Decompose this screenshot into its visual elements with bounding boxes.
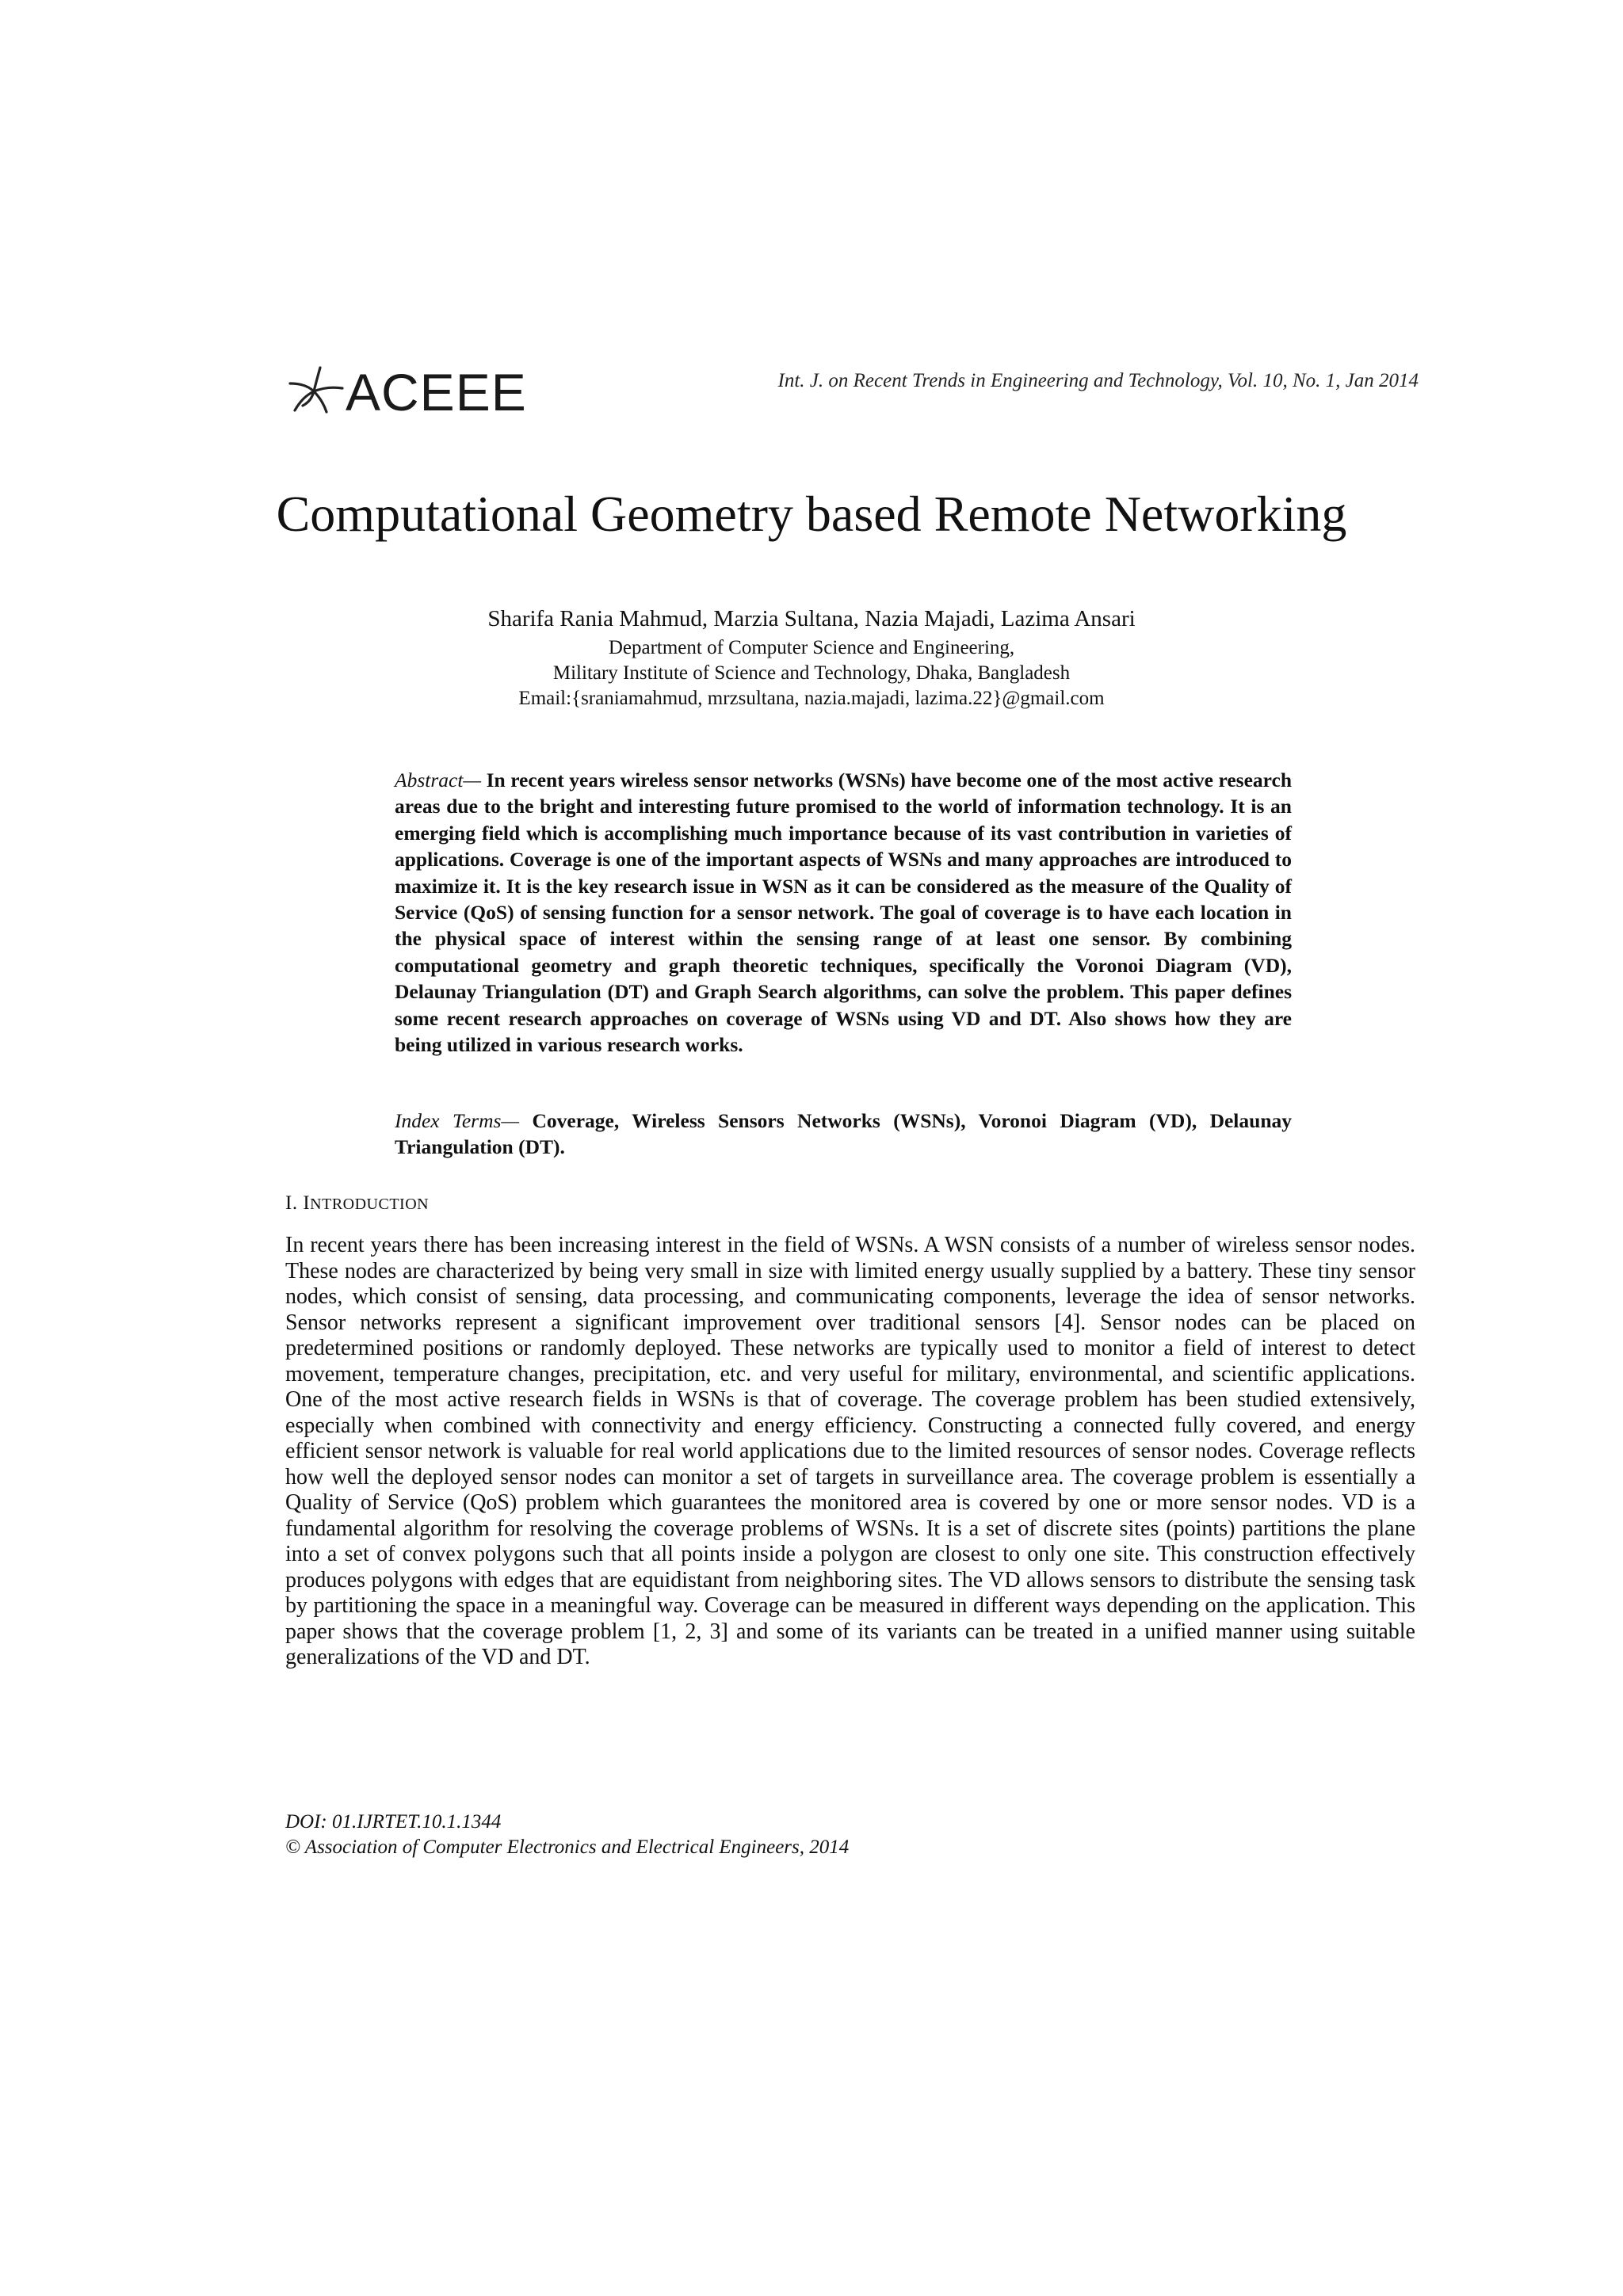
section-heading-introduction: [285, 1192, 429, 1215]
section-rest: NTRODUCTION: [310, 1196, 430, 1213]
doi: DOI: 01.IJRTET.10.1.1344: [285, 1811, 502, 1833]
star-burst-icon: [285, 363, 349, 422]
author-list: Sharifa Rania Mahmud, Marzia Sultana, Nazia Majadi, Lazima Ansari: [487, 606, 1136, 631]
paper-title: Computational Geometry based Remote Networking: [276, 486, 1347, 542]
abstract: [395, 767, 1292, 1058]
affiliation-institute: Military Institute of Science and Technology, Dhaka, Bangladesh: [552, 662, 1071, 684]
affiliation: [0, 635, 1623, 711]
page-header: [285, 360, 1419, 424]
journal-citation: Int. J. on Recent Trends in Engineering and Technology, Vol. 10, No. 1, Jan 2014: [777, 370, 1419, 391]
abstract-label: Abstract—: [395, 769, 482, 791]
index-terms-text: Coverage, Wireless Sensors Networks (WSNs), Voronoi Diagram (VD), Delaunay Triangulation (DT).: [395, 1109, 1292, 1159]
logo-text: ACEEE: [346, 363, 527, 421]
affiliation-department: Department of Computer Science and Engineering,: [608, 637, 1015, 658]
abstract-text: In recent years wireless sensor networks (WSNs) have become one of the most active research areas due to the bright and interesting future promised to the world of information technology. It is an emerging field which is accomplishing much importance because of its vast contribution in varieties of applications. Coverage is one of the important aspects of WSNs and many approaches are introduced to maximize it. It is the key research issue in WSN as it can be considered as the measure of the Quality of Service (QoS) of sensing function for a sensor network. The goal of coverage is to have each location in the physical space of interest within the sensing range of at least one sensor. By combining computational geometry and graph theoretic techniques, specifically the Voronoi Diagram (VD), Delaunay Triangulation (DT) and Graph Search algorithms, can solve the problem. This paper defines some recent research approaches on coverage of WSNs using VD and DT. Also shows how they are being utilized in various research works.: [395, 769, 1292, 1057]
section-number: I.: [285, 1192, 304, 1214]
page-footer: [285, 1810, 849, 1860]
affiliation-email: Email:{sraniamahmud, mrzsultana, nazia.majadi, lazima.22}@gmail.com: [518, 688, 1105, 709]
index-terms: [395, 1108, 1292, 1161]
introduction-paragraph: In recent years there has been increasing interest in the field of WSNs. A WSN consists of a number of wireless sensor nodes. These nodes are characterized by being very small in size with limited energy usually supplied by a battery. These tiny sensor nodes, which consist of sensing, data processing, and communicating components, leverage the idea of sensor networks. Sensor networks represent a significant improvement over traditional sensors [4]. Sensor nodes can be placed on predetermined positions or randomly deployed. These networks are typically used to monitor a field of interest to detect movement, temperature changes, precipitation, etc. and very useful for military, environmental, and scientific applications. One of the most active research fields in WSNs is that of coverage. The coverage problem has been studied extensively, especially when combined with connectivity and energy efficiency. Constructing a connected fully covered, and energy efficient sensor network is valuable for real world applications due to the limited resources of sensor nodes. Coverage reflects how well the deployed sensor nodes can monitor a set of targets in surveillance area. The coverage problem is essentially a Quality of Service (QoS) problem which guarantees the monitored area is covered by one or more sensor nodes. VD is a fundamental algorithm for resolving the coverage problems of WSNs. It is a set of discrete sites (points) partitions the plane into a set of convex polygons such that all points inside a polygon are closest to only one site. This construction effectively produces polygons with edges that are equidistant from neighboring sites. The VD allows sensors to distribute the sensing task by partitioning the space in a meaningful way. Coverage can be measured in different ways depending on the application. This paper shows that the coverage problem [1, 2, 3] and some of its variants can be treated in a unified manner using suitable generalizations of the VD and DT.: [285, 1233, 1415, 1669]
aceee-logo: [285, 360, 527, 424]
index-terms-label: Index Terms—: [395, 1109, 520, 1132]
section-initial: I: [303, 1192, 311, 1214]
copyright: © Association of Computer Electronics and Electrical Engineers, 2014: [285, 1836, 850, 1858]
